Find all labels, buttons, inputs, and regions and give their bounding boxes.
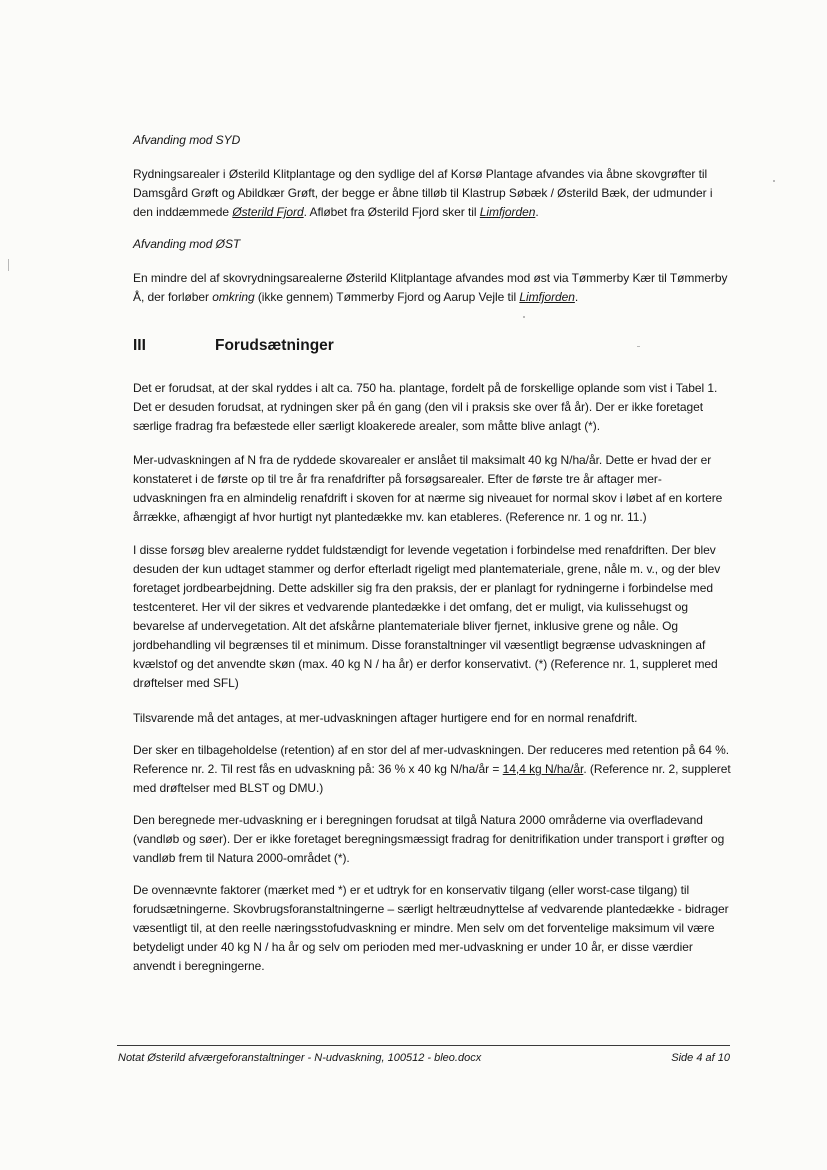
- text-segment: . Afløbet fra Østerild Fjord sker til: [303, 205, 480, 219]
- paragraph-mer-udvaskning: Mer-udvaskningen af N fra de ryddede skovarealer er anslået til maksimalt 40 kg N/ha/år. Dette er hvad der er konstateret i de første op til tre år fra renafdrifter på forsøgsarealer. Efter de første tre år aftager mer-udvaskningen fra en almindelig renafdrift i skoven for at nærme sig niveauet for normal skov i løbet af en kortere årrække, afhængigt af hvor hurtigt nyt plantedække mv. kan etableres. (Reference nr. 1 og nr. 11.): [133, 453, 723, 524]
- subheading-afvanding-syd: Afvanding mod SYD: [133, 133, 241, 147]
- paragraph-tilsvarende: Tilsvarende må det antages, at mer-udvaskningen aftager hurtigere end for en normal renafdrift.: [133, 711, 638, 725]
- text-segment: . (Reference nr. 2, suppleret med drøftelser med BLST og DMU.): [133, 762, 731, 795]
- text-segment: Rydningsarealer i Østerild Klitplantage og den sydlige del af Korsø Plantage afvandes via åbne skovgrøfter til Damsgård Grøft og Abildkær Grøft, der begge er åbne tilløb til Klastrup Søbæk / Østerild Bæk, der udmunder i den inddæmmede: [133, 167, 713, 219]
- footer-document-info: Notat Østerild afværgeforanstaltninger - N-udvaskning, 100512 - bleo.docx: [118, 1052, 482, 1064]
- paragraph-forudsat: Det er forudsat, at der skal ryddes i alt ca. 750 ha. plantage, fordelt på de forskellige oplande som vist i Tabel 1. Det er desuden forudsat, at rydningen sker på én gang (den vil i praksis ske over få år). Der er ikke foretaget særlige fradrag fra befæstede eller særligt kloakerede arealer, som måtte blive anlagt (*).: [133, 381, 718, 433]
- subheading-afvanding-ost: Afvanding mod ØST: [133, 237, 241, 251]
- paragraph-retention: [133, 741, 733, 798]
- text-segment: (ikke gennem) Tømmerby Fjord og Aarup Vejle til: [254, 290, 520, 304]
- section-title: Forudsætninger: [215, 337, 334, 354]
- emphasis-omkring: omkring: [212, 290, 255, 304]
- scan-speck: [637, 346, 640, 347]
- paragraph-forsoeg: I disse forsøg blev arealerne ryddet fuldstændigt for levende vegetation i forbindelse med renafdriften. Der blev desuden der kun udtaget stammer og derfor efterladt rigeligt med plantemateriale, grene, nåle m. v., og der blev foretaget jordbearbejdning. Dette adskiller sig fra den praksis, der er planlagt for rydningerne i forbindelse med testcenteret. Her vil der sikres et vedvarende plantedække i det omfang, det er muligt, via kulissehugst og bevarelse af undervegetation. Alt det afskårne plantemateriale bliver fjernet, inklusive grene og nåle. Og jordbehandling vil begrænses til et minimum. Disse foranstaltninger vil væsentligt begrænse udvaskningen af kvælstof og det anvendte skøn (max. 40 kg N / ha år) er derfor konservativt. (*) (Reference nr. 1, suppleret med drøftelser med SFL): [133, 543, 721, 690]
- link-limfjorden: Limfjorden: [519, 290, 575, 304]
- scan-speck: [773, 180, 775, 182]
- text-segment: Der sker en tilbageholdelse (retention) af en stor del af mer-udvaskningen. Der reduceres med retention på 64 %. Reference nr. 2. Til rest fås en udvaskning på: 36 % x 40 kg N/ha/år =: [133, 743, 730, 776]
- scan-speck: [8, 259, 9, 271]
- footer-divider: [117, 1045, 730, 1046]
- scan-speck: [523, 316, 525, 318]
- section-number: III: [133, 337, 146, 354]
- paragraph-afvanding-syd: [133, 165, 733, 222]
- result-value: 14,4 kg N/ha/år: [502, 762, 584, 776]
- paragraph-natura-2000: Den beregnede mer-udvaskning er i beregningen forudsat at tilgå Natura 2000 områderne via overfladevand (vandløb og søer). Der er ikke foretaget beregningsmæssigt fradrag for denitrifikation under transport i grøfter og vandløb frem til Natura 2000-området (*).: [133, 813, 725, 865]
- text-segment: En mindre del af skovrydningsarealerne Østerild Klitplantage afvandes mod øst via Tømmerby Kær til Tømmerby Å, der forløber: [133, 271, 728, 304]
- text-segment: .: [535, 205, 539, 219]
- link-osterild-fjord: Østerild Fjord: [232, 205, 304, 219]
- paragraph-afvanding-ost: [133, 269, 733, 307]
- footer-page-number: Side 4 af 10: [671, 1052, 730, 1064]
- text-segment: .: [574, 290, 579, 304]
- link-limfjorden: Limfjorden: [479, 205, 536, 219]
- paragraph-konservativ: De ovennævnte faktorer (mærket med *) er et udtryk for en konservativ tilgang (eller worst-case tilgang) til forudsætningerne. Skovbrugsforanstaltningerne – særligt heltræudnyttelse af vedvarende plantedække - bidrager væsentligt til, at den reelle næringsstofudvaskning er mindre. Men selv om det forventelige maksimum vil være betydeligt under 40 kg N / ha år og selv om perioden med mer-udvaskning er under 10 år, er disse værdier anvendt i beregningerne.: [133, 883, 729, 973]
